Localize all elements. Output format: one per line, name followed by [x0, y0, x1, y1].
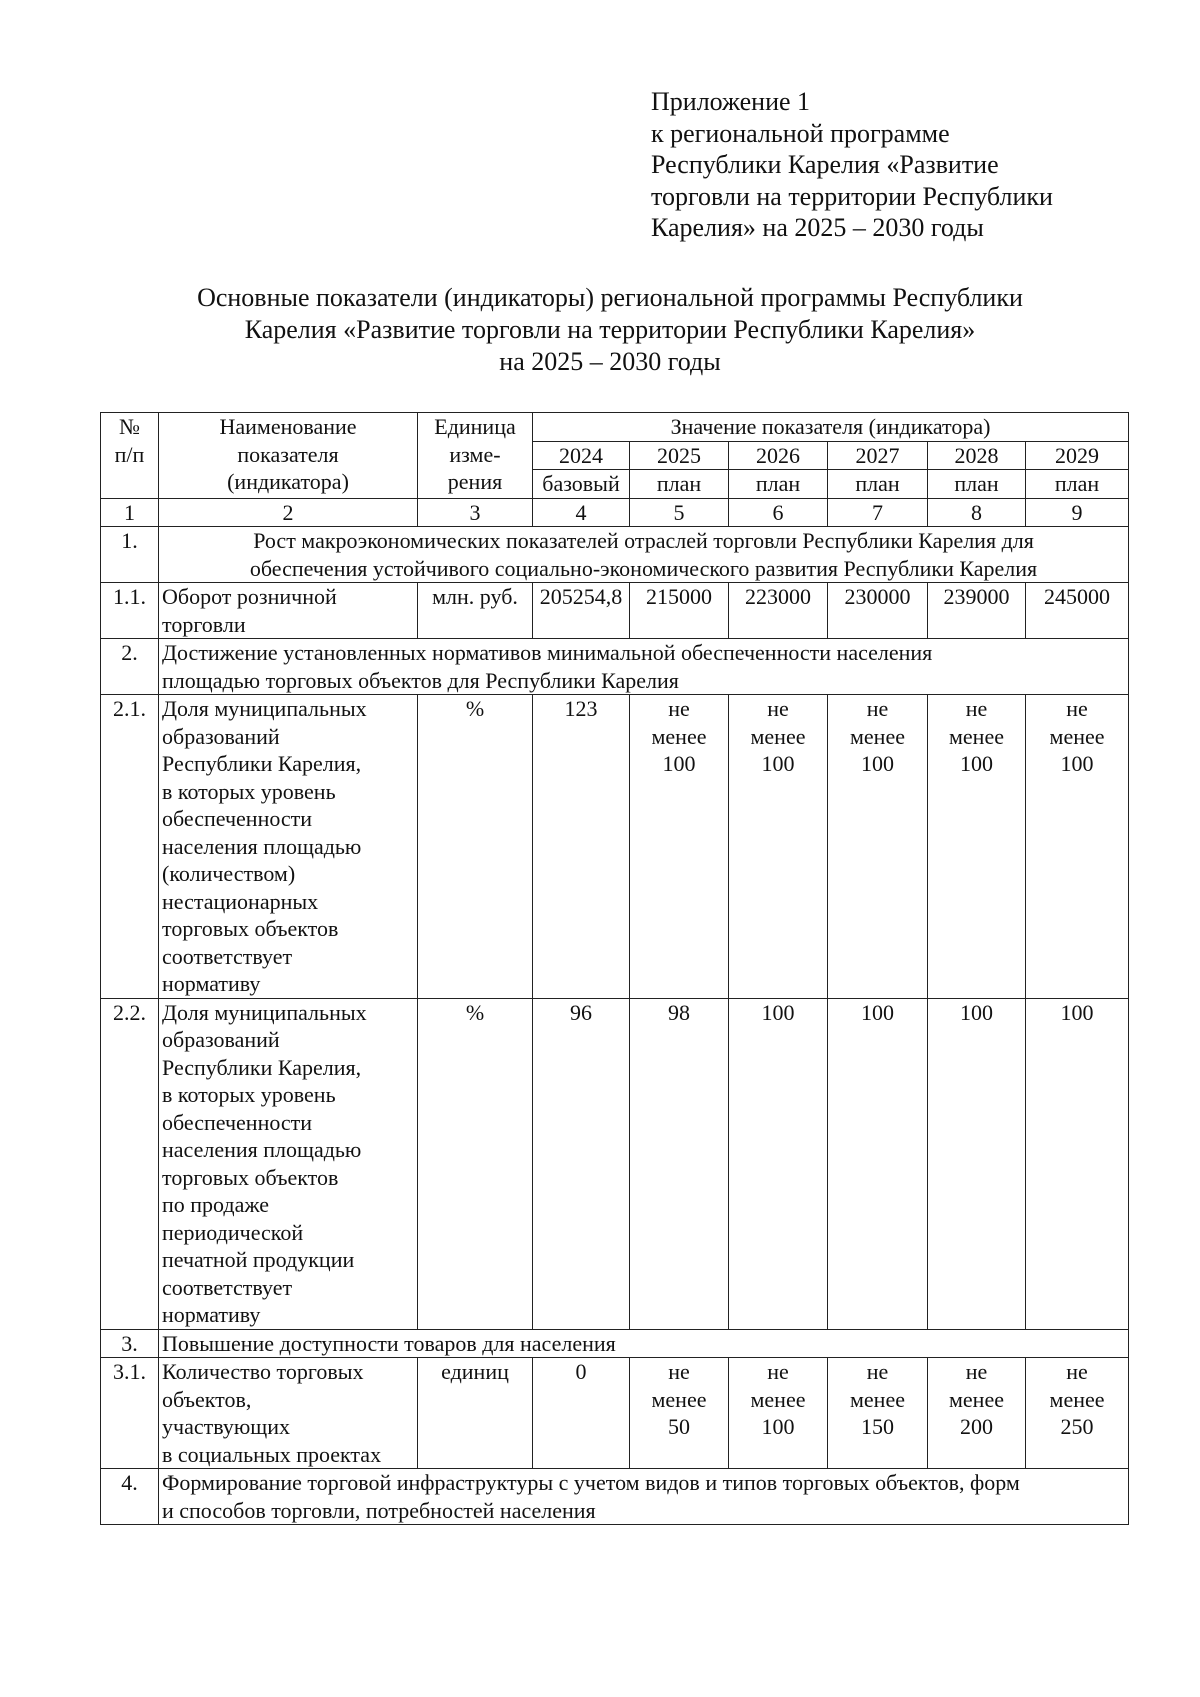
value-cell: 205254,8 [533, 583, 630, 639]
column-numbers-row [101, 498, 1129, 527]
section-num: 3. [101, 1329, 159, 1358]
section-num: 2. [101, 639, 159, 695]
section-num: 4. [101, 1469, 159, 1525]
header-year: 2026 [729, 441, 828, 470]
section-row [101, 1329, 1129, 1358]
column-number: 5 [630, 498, 729, 527]
value-cell: 100 [1026, 998, 1129, 1329]
appendix-line: торговли на территории Республики [651, 181, 1053, 211]
header-unit: Единица изме- рения [418, 413, 533, 499]
value-cell: 123 [533, 695, 630, 999]
value-cell: 230000 [828, 583, 928, 639]
title-line: Основные показатели (индикаторы) региональной программы Республики [197, 283, 1023, 312]
section-row [101, 1469, 1129, 1525]
indicator-unit: млн. руб. [418, 583, 533, 639]
column-number: 9 [1026, 498, 1129, 527]
appendix-line: Карелия» на 2025 – 2030 годы [651, 213, 984, 242]
column-number: 8 [928, 498, 1026, 527]
value-cell: не менее 100 [729, 695, 828, 999]
indicator-name: Доля муниципальных образований Республики Карелия, в которых уровень обеспеченности населения площадью (количеством) нестационарных торговых объектов соответствует нормативу [159, 695, 418, 999]
header-year: 2028 [928, 441, 1026, 470]
header-num: № п/п [101, 413, 159, 499]
section-num: 1. [101, 527, 159, 583]
header-row [101, 413, 1129, 442]
header-year: 2025 [630, 441, 729, 470]
row-num: 1.1. [101, 583, 159, 639]
header-year: 2027 [828, 441, 928, 470]
section-title: Рост макроэкономических показателей отраслей торговли Республики Карелия для обеспечения устойчивого социально-экономического развития Республики Карелия [159, 527, 1129, 583]
indicators-table [100, 412, 1129, 1525]
indicator-unit: единиц [418, 1358, 533, 1469]
header-type: план [928, 470, 1026, 499]
column-number: 7 [828, 498, 928, 527]
column-number: 4 [533, 498, 630, 527]
indicator-row [101, 695, 1129, 999]
section-title: Формирование торговой инфраструктуры с учетом видов и типов торговых объектов, форм и способов торговли, потребностей населения [159, 1469, 1129, 1525]
value-cell: не менее 250 [1026, 1358, 1129, 1469]
header-value-group: Значение показателя (индикатора) [533, 413, 1129, 442]
section-row [101, 639, 1129, 695]
column-number: 2 [159, 498, 418, 527]
indicator-unit: % [418, 998, 533, 1329]
header-name: Наименование показателя (индикатора) [159, 413, 418, 499]
indicator-row [101, 583, 1129, 639]
header-year: 2029 [1026, 441, 1129, 470]
header-type: план [828, 470, 928, 499]
value-cell: 98 [630, 998, 729, 1329]
column-number: 6 [729, 498, 828, 527]
appendix-block [651, 86, 1053, 244]
appendix-line: к региональной программе [651, 118, 950, 148]
value-cell: не менее 100 [1026, 695, 1129, 999]
section-row [101, 527, 1129, 583]
header-type: план [630, 470, 729, 499]
value-cell: 100 [729, 998, 828, 1329]
value-cell: не менее 100 [828, 695, 928, 999]
appendix-line: Республики Карелия «Развитие [651, 150, 999, 179]
section-title: Повышение доступности товаров для населения [159, 1329, 1129, 1358]
indicator-name: Доля муниципальных образований Республики Карелия, в которых уровень обеспеченности населения площадью торговых объектов по продаже периодической печатной продукции соответствует нормативу [159, 998, 418, 1329]
value-cell: не менее 100 [928, 695, 1026, 999]
indicator-name: Оборот розничной торговли [159, 583, 418, 639]
indicator-unit: % [418, 695, 533, 999]
column-number: 1 [101, 498, 159, 527]
indicator-name: Количество торговых объектов, участвующих в социальных проектах [159, 1358, 418, 1469]
value-cell: 0 [533, 1358, 630, 1469]
title-line: на 2025 – 2030 годы [499, 347, 721, 376]
indicator-row [101, 998, 1129, 1329]
value-cell: 96 [533, 998, 630, 1329]
document-title [100, 282, 1120, 378]
value-cell: 100 [928, 998, 1026, 1329]
value-cell: 245000 [1026, 583, 1129, 639]
row-num: 3.1. [101, 1358, 159, 1469]
section-title: Достижение установленных нормативов минимальной обеспеченности населения площадью торговых объектов для Республики Карелия [159, 639, 1129, 695]
indicator-row [101, 1358, 1129, 1469]
value-cell: не менее 150 [828, 1358, 928, 1469]
row-num: 2.2. [101, 998, 159, 1329]
value-cell: не менее 50 [630, 1358, 729, 1469]
value-cell: 239000 [928, 583, 1026, 639]
title-line: Карелия «Развитие торговли на территории Республики Карелия» [244, 315, 976, 344]
row-num: 2.1. [101, 695, 159, 999]
value-cell: не менее 100 [630, 695, 729, 999]
value-cell: 223000 [729, 583, 828, 639]
header-type: базовый [533, 470, 630, 499]
value-cell: 100 [828, 998, 928, 1329]
header-type: план [1026, 470, 1129, 499]
value-cell: не менее 100 [729, 1358, 828, 1469]
column-number: 3 [418, 498, 533, 527]
header-year: 2024 [533, 441, 630, 470]
value-cell: 215000 [630, 583, 729, 639]
appendix-line: Приложение 1 [651, 87, 811, 116]
header-type: план [729, 470, 828, 499]
value-cell: не менее 200 [928, 1358, 1026, 1469]
